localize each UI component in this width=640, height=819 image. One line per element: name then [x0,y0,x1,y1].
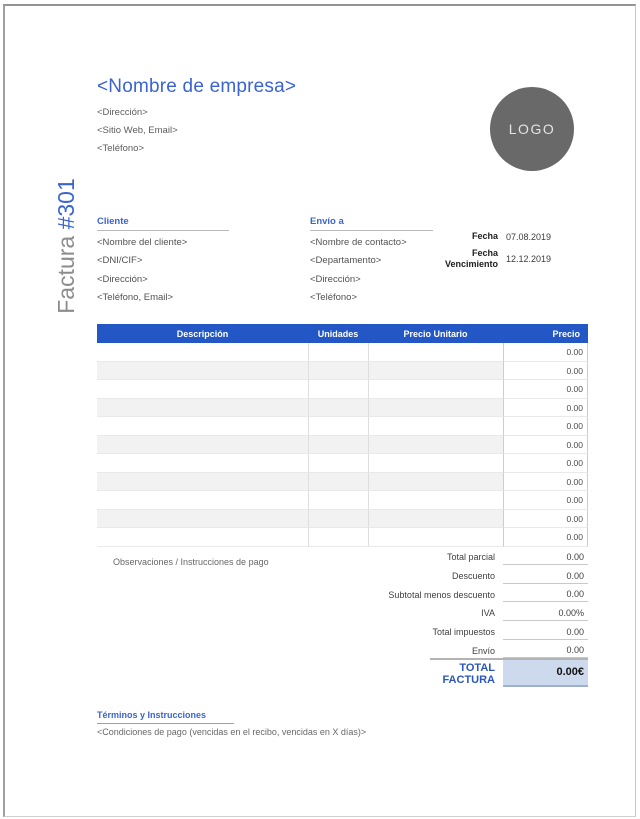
cell-precio: 0.00 [503,528,588,547]
cell-unidades [308,510,368,529]
cell-precio-unitario [368,362,503,381]
summary-row [97,623,588,642]
cell-unidades [308,473,368,492]
ship-to-line: <Nombre de contacto> [310,237,407,248]
cell-precio-unitario [368,436,503,455]
client-line: <Nombre del cliente> [97,237,188,248]
invoice-word: Factura [53,229,79,314]
cell-descripcion [97,417,308,436]
cell-precio-unitario [368,491,503,510]
table-row [97,510,588,529]
table-row [97,399,588,418]
company-logo [490,87,574,171]
cell-precio-unitario [368,380,503,399]
table-row [97,454,588,473]
date-row [430,248,588,270]
cell-descripcion [97,473,308,492]
table-header-cell: Descripción [176,328,229,339]
date-label: Fecha [471,231,498,241]
date-value: 12.12.2019 [506,254,552,264]
table-header-cell: Unidades [317,328,359,339]
summary-label: Subtotal menos descuento [388,589,495,600]
table-row [97,528,588,547]
invoice-table [97,324,588,547]
invoice-table-body [97,343,588,547]
cell-unidades [308,343,368,362]
company-contact-lines [97,104,178,158]
client-line: <Dirección> [97,273,148,285]
cell-descripcion [97,454,308,473]
ship-to-line: <Teléfono> [310,292,358,304]
summary-label: Envío [471,645,495,656]
cell-unidades [308,399,368,418]
summary-value: 0.00 [503,569,588,584]
total-row [430,658,588,687]
summary-value: 0.00% [503,606,588,621]
ship-to-line: <Departamento> [310,255,382,267]
summary-row [97,548,588,567]
cell-precio: 0.00 [503,454,588,473]
summary-value: 0.00 [503,550,588,565]
cell-precio-unitario [368,454,503,473]
cell-descripcion [97,510,308,529]
cell-precio: 0.00 [503,417,588,436]
logo-text: LOGO [508,121,556,137]
date-row [430,231,588,242]
table-row [97,343,588,362]
table-header-cell: Precio [552,328,580,339]
table-row [97,362,588,381]
cell-precio-unitario [368,343,503,362]
cell-unidades [308,362,368,381]
cell-unidades [308,417,368,436]
client-heading: Cliente [97,216,229,231]
summary-row [97,585,588,604]
cell-precio-unitario [368,473,503,492]
cell-descripcion [97,399,308,418]
cell-descripcion [97,343,308,362]
cell-precio: 0.00 [503,510,588,529]
summary-label: Descuento [451,571,495,582]
table-header-cell: Precio Unitario [403,328,468,339]
summary-section [97,548,588,660]
summary-value: 0.00 [503,643,588,658]
client-lines [97,234,229,308]
table-row [97,436,588,455]
cell-unidades [308,528,368,547]
cell-unidades [308,436,368,455]
date-label: Fecha Vencimiento [444,248,498,269]
cell-precio: 0.00 [503,473,588,492]
summary-row [97,567,588,586]
summary-value: 0.00 [503,587,588,602]
summary-label: IVA [481,608,495,619]
cell-precio: 0.00 [503,380,588,399]
cell-precio-unitario [368,417,503,436]
cell-descripcion [97,436,308,455]
cell-descripcion [97,491,308,510]
payment-notes: Observaciones / Instrucciones de pago [113,557,269,567]
cell-precio-unitario [368,399,503,418]
client-line: <Teléfono, Email> [97,292,174,304]
cell-precio: 0.00 [503,399,588,418]
cell-precio-unitario [368,510,503,529]
ship-to-heading: Envío a [310,216,433,231]
summary-value: 0.00 [503,625,588,640]
cell-precio: 0.00 [503,343,588,362]
terms-section [97,710,366,737]
summary-label: Total parcial [446,552,495,563]
table-row [97,473,588,492]
cell-unidades [308,380,368,399]
cell-descripcion [97,362,308,381]
terms-heading: Términos y Instrucciones [97,710,234,724]
company-contact-line: <Teléfono> [97,143,145,154]
table-row [97,417,588,436]
cell-precio: 0.00 [503,491,588,510]
total-label: TOTAL FACTURA [442,661,495,686]
total-value: 0.00€ [503,660,588,687]
client-line: <DNI/CIF> [97,255,143,267]
table-row [97,380,588,399]
invoice-number: #301 [53,178,79,230]
cell-unidades [308,454,368,473]
ship-to-line: <Dirección> [310,273,361,285]
summary-row [97,604,588,623]
ship-to-section [310,216,433,308]
table-row [97,491,588,510]
ship-to-lines [310,234,433,308]
table-header-row [97,324,588,343]
company-contact-line: <Dirección> [97,107,148,118]
cell-descripcion [97,380,308,399]
company-name: <Nombre de empresa> [97,76,297,97]
summary-label: Total impuestos [432,627,495,638]
client-section [97,216,229,308]
cell-precio: 0.00 [503,362,588,381]
cell-precio: 0.00 [503,436,588,455]
cell-descripcion [97,528,308,547]
company-contact-line: <Sitio Web, Email> [97,125,178,136]
cell-unidades [308,491,368,510]
cell-precio-unitario [368,528,503,547]
invoice-number-label [53,166,83,326]
date-value: 07.08.2019 [506,231,552,242]
terms-text: <Condiciones de pago (vencidas en el recibo, vencidas en X días)> [97,727,367,737]
dates-section [430,231,588,276]
